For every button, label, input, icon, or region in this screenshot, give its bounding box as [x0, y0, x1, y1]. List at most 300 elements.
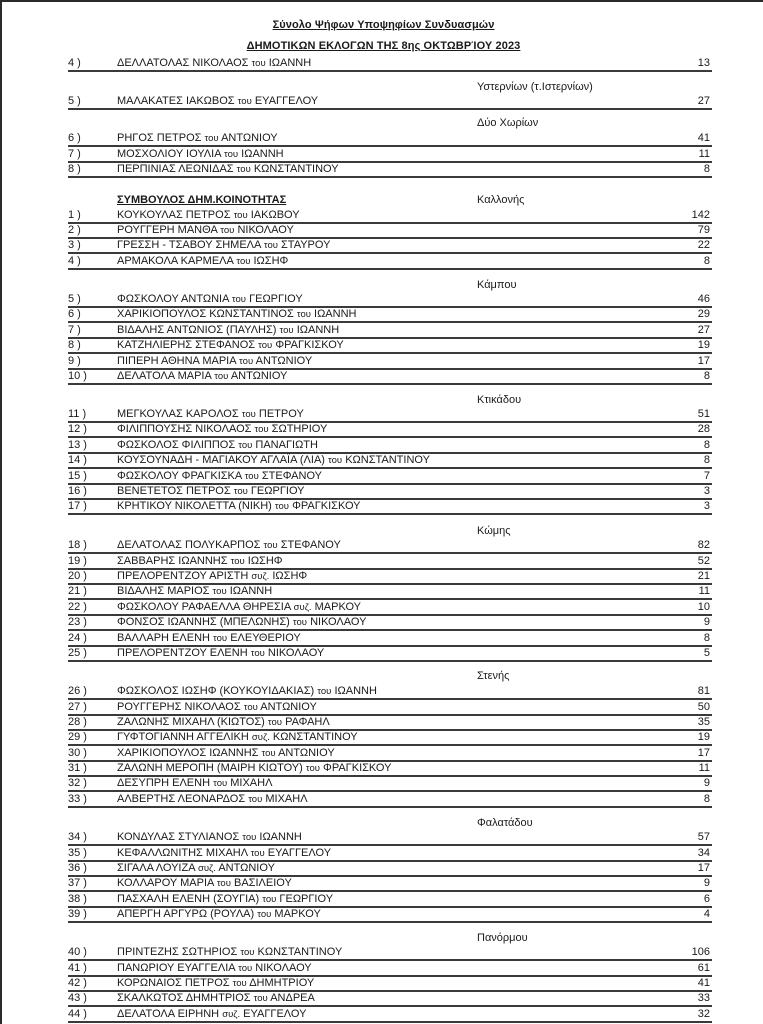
- parent-name: ΕΥΑΓΓΕΛΟΥ: [254, 95, 319, 107]
- vote-count: 8: [703, 793, 710, 805]
- candidate-number: 28 ): [68, 716, 87, 728]
- parent-name: ΑΝΤΩΝΙΟΥ: [221, 132, 278, 144]
- section-header: Στενής: [477, 670, 510, 682]
- candidate-row: [68, 354, 712, 370]
- candidate-number: 32 ): [68, 777, 87, 789]
- vote-count: 6: [703, 893, 710, 905]
- candidate-name: [117, 646, 324, 661]
- vote-count: 8: [703, 163, 710, 175]
- parent-name: ΙΩΑΝΝΗ: [314, 308, 357, 320]
- parent-name: ΙΩΑΝΝΗ: [241, 148, 284, 160]
- candidate-name: [117, 830, 302, 845]
- candidate-surname-firstname: ΒΕΝΕΤΕΤΟΣ ΠΕΤΡΟΣ: [117, 485, 231, 497]
- candidate-number: 36 ): [68, 862, 87, 874]
- parent-name: ΑΝΔΡΕΑ: [270, 992, 315, 1004]
- candidate-name: [117, 469, 322, 484]
- parent-name: ΦΡΑΓΚΙΣΚΟΥ: [292, 500, 361, 512]
- vote-count: 41: [697, 977, 710, 989]
- relation-label: του: [254, 424, 269, 435]
- vote-count: 3: [703, 485, 710, 497]
- candidate-row: [68, 94, 712, 110]
- candidate-surname-firstname: ΡΟΥΓΓΕΡΗΣ ΝΙΚΟΛΑΟΣ: [117, 701, 241, 713]
- candidate-name: [117, 338, 344, 353]
- candidate-row: [68, 600, 712, 616]
- candidate-name: [117, 976, 314, 991]
- vote-count: 29: [697, 308, 710, 320]
- candidate-name: [117, 307, 356, 322]
- vote-count: 9: [703, 616, 710, 628]
- relation-label: του: [317, 686, 332, 697]
- candidate-row: [68, 369, 712, 385]
- candidate-row: [68, 323, 712, 339]
- vote-count: 106: [691, 946, 710, 958]
- candidate-number: 22 ): [68, 601, 87, 613]
- candidate-row: [68, 238, 712, 254]
- candidate-number: 1 ): [68, 209, 81, 221]
- relation-label: του: [261, 748, 276, 759]
- candidate-name: [117, 907, 321, 922]
- relation-label: συζ.: [293, 602, 312, 613]
- candidate-surname-firstname: ΧΑΡΙΚΙΟΠΟΥΛΟΣ ΙΩΑΝΝΗΣ: [117, 747, 259, 759]
- parent-name: ΙΑΚΩΒΟΥ: [250, 209, 300, 221]
- candidate-name: [117, 631, 301, 646]
- vote-count: 5: [703, 647, 710, 659]
- section-header: Κτικάδου: [477, 394, 522, 406]
- candidate-row: [68, 761, 712, 777]
- section-header: Υστερνίων (τ.Ιστερνίων): [477, 81, 593, 93]
- candidate-surname-firstname: ΠΑΝΩΡΙΟΥ ΕΥΑΓΓΕΛΙΑ: [117, 962, 236, 974]
- vote-count: 50: [697, 701, 710, 713]
- candidate-surname-firstname: ΡΟΥΓΓΕΡΗ ΜΑΝΘΑ: [117, 224, 218, 236]
- relation-label: του: [267, 717, 282, 728]
- candidate-row: [68, 208, 712, 224]
- candidate-surname-firstname: ΚΟΛΛΑΡΟΥ ΜΑΡΙΑ: [117, 877, 214, 889]
- vote-count: 9: [703, 777, 710, 789]
- candidate-name: [117, 94, 318, 109]
- candidate-surname-firstname: ΒΙΔΑΛΗΣ ΑΝΤΩΝΙΟΣ (ΠΑΥΛΗΣ): [117, 324, 277, 336]
- vote-count: 8: [703, 454, 710, 466]
- parent-name: ΦΡΑΓΚΙΣΚΟΥ: [275, 339, 344, 351]
- relation-label: του: [238, 440, 253, 451]
- candidate-name: [117, 147, 284, 162]
- candidate-number: 3 ): [68, 239, 81, 251]
- parent-name: ΚΩΝΣΤΑΝΤΙΝΟΥ: [257, 946, 343, 958]
- candidate-surname-firstname: ΑΛΒΕΡΤΗΣ ΛΕΟΝΑΡΔΟΣ: [117, 793, 246, 805]
- section-header: Φαλατάδου: [477, 817, 533, 829]
- parent-name: ΕΥΑΓΓΕΛΟΥ: [243, 1008, 307, 1020]
- parent-name: ΒΑΣΙΛΕΙΟΥ: [233, 877, 292, 889]
- relation-label: του: [257, 909, 272, 920]
- candidate-number: 29 ): [68, 731, 87, 743]
- vote-count: 17: [697, 862, 710, 874]
- vote-count: 4: [703, 908, 710, 920]
- relation-label: του: [263, 540, 278, 551]
- candidate-surname-firstname: ΖΑΛΩΝΗΣ ΜΙΧΑΗΛ (ΚΙΩΤΟΣ): [117, 716, 265, 728]
- candidate-surname-firstname: ΠΡΙΝΤΕΖΗΣ ΣΩΤΗΡΙΟΣ: [117, 946, 238, 958]
- candidate-name: [117, 499, 361, 514]
- candidate-row: [68, 147, 712, 163]
- candidate-number: 8 ): [68, 339, 81, 351]
- candidate-surname-firstname: ΚΟΡΩΝΑΙΟΣ ΠΕΤΡΟΣ: [117, 977, 230, 989]
- vote-count: 11: [698, 585, 710, 597]
- parent-name: ΠΕΤΡΟΥ: [258, 408, 304, 420]
- candidate-row: [68, 700, 712, 716]
- candidate-number: 16 ): [68, 485, 87, 497]
- vote-count: 142: [691, 209, 710, 221]
- parent-name: ΕΥΑΓΓΕΛΟΥ: [267, 847, 332, 859]
- vote-count: 34: [697, 847, 710, 859]
- parent-name: ΣΤΕΦΑΝΟΥ: [261, 470, 322, 482]
- candidate-number: 18 ): [68, 539, 87, 551]
- relation-label: του: [236, 164, 251, 175]
- candidate-name: [117, 323, 339, 338]
- candidate-row: [68, 254, 712, 270]
- relation-label: του: [250, 648, 265, 659]
- relation-label: του: [279, 325, 294, 336]
- parent-name: ΚΩΝΣΤΑΝΤΙΝΟΥ: [272, 731, 358, 743]
- candidate-name: [117, 484, 304, 499]
- parent-name: ΝΙΚΟΛΑΟΥ: [267, 647, 325, 659]
- relation-label: του: [220, 225, 235, 236]
- parent-name: ΑΝΤΩΝΙΟΥ: [230, 370, 288, 382]
- relation-label: του: [212, 586, 227, 597]
- candidate-row: [68, 907, 712, 923]
- vote-count: 8: [703, 370, 710, 382]
- vote-count: 27: [697, 324, 710, 336]
- relation-label: του: [237, 96, 252, 107]
- candidate-surname-firstname: ΧΑΡΙΚΙΟΠΟΥΛΟΣ ΚΩΝΣΤΑΝΤΙΝΟΣ: [117, 308, 294, 320]
- candidate-surname-firstname: ΠΡΕΛΟΡΕΝΤΖΟΥ ΑΡΙΣΤΗ: [117, 570, 249, 582]
- relation-label: του: [262, 894, 277, 905]
- vote-count: 52: [697, 555, 710, 567]
- relation-label: του: [214, 371, 229, 382]
- parent-name: ΔΗΜΗΤΡΙΟΥ: [249, 977, 315, 989]
- candidate-number: 37 ): [68, 877, 87, 889]
- parent-name: ΙΩΑΝΝΗ: [259, 831, 302, 843]
- candidate-surname-firstname: ΠΕΡΠΙΝΙΑΣ ΛΕΩΝΙΔΑΣ: [117, 163, 234, 175]
- relation-label: του: [241, 409, 256, 420]
- candidate-row: [68, 1007, 712, 1023]
- vote-count: 61: [697, 962, 710, 974]
- candidate-surname-firstname: ΦΩΣΚΟΛΟΥ ΑΝΤΩΝΙΑ: [117, 293, 229, 305]
- candidate-surname-firstname: ΔΕΛΑΤΟΛΑΣ ΠΟΛΥΚΑΡΠΟΣ: [117, 539, 261, 551]
- candidate-number: 8 ): [68, 163, 81, 175]
- relation-label: συζ.: [251, 571, 270, 582]
- candidate-row: [68, 438, 712, 454]
- candidate-number: 10 ): [68, 370, 87, 382]
- vote-count: 21: [697, 570, 710, 582]
- relation-label: του: [238, 963, 253, 974]
- candidate-name: [117, 792, 308, 807]
- candidate-surname-firstname: ΚΡΗΤΙΚΟΥ ΝΙΚΟΛΕΤΤΑ (ΝΙΚΗ): [117, 500, 272, 512]
- candidate-surname-firstname: ΔΕΣΥΠΡΗ ΕΛΕΝΗ: [117, 777, 211, 789]
- parent-name: ΓΕΩΡΓΙΟΥ: [250, 485, 305, 497]
- candidate-row: [68, 292, 712, 308]
- candidate-name: [117, 569, 307, 584]
- candidate-number: 5 ): [68, 293, 81, 305]
- candidate-name: [117, 945, 342, 960]
- candidate-surname-firstname: ΚΟΥΚΟΥΛΑΣ ΠΕΤΡΟΣ: [117, 209, 231, 221]
- candidate-surname-firstname: ΜΑΛΑΚΑΤΕΣ ΙΑΚΩΒΟΣ: [117, 95, 235, 107]
- relation-label: του: [248, 794, 263, 805]
- candidate-number: 31 ): [68, 762, 87, 774]
- candidate-number: 4 ): [68, 255, 81, 267]
- parent-name: ΙΩΣΗΦ: [272, 570, 308, 582]
- vote-count: 46: [697, 293, 710, 305]
- candidate-surname-firstname: ΖΑΛΩΝΗ ΜΕΡΟΠΗ (ΜΑΙΡΗ ΚΙΩΤΟΥ): [117, 762, 303, 774]
- relation-label: του: [274, 501, 290, 512]
- parent-name: ΙΩΣΗΦ: [253, 255, 289, 267]
- parent-name: ΝΙΚΟΛΑΟΥ: [237, 224, 294, 236]
- parent-name: ΣΤΑΥΡΟΥ: [281, 239, 331, 251]
- candidate-number: 19 ): [68, 555, 87, 567]
- parent-name: ΑΝΤΩΝΙΟΥ: [260, 701, 317, 713]
- relation-label: του: [292, 617, 307, 628]
- candidate-name: [117, 861, 275, 876]
- relation-label: του: [216, 878, 231, 889]
- parent-name: ΣΤΕΦΑΝΟΥ: [280, 539, 341, 551]
- candidate-number: 39 ): [68, 908, 87, 920]
- candidate-surname-firstname: ΠΡΕΛΟΡΕΝΤΖΟΥ ΕΛΕΝΗ: [117, 647, 248, 659]
- parent-name: ΑΝΤΩΝΙΟΥ: [255, 355, 313, 367]
- candidate-row: [68, 469, 712, 485]
- candidate-row: [68, 631, 712, 647]
- candidate-number: 40 ): [68, 946, 87, 958]
- candidate-name: [117, 292, 303, 307]
- parent-name: ΙΩΑΝΝΗ: [334, 685, 377, 697]
- vote-count: 13: [697, 57, 710, 69]
- parent-name: ΙΩΑΝΝΗ: [268, 57, 312, 69]
- parent-name: ΣΩΤΗΡΙΟΥ: [271, 423, 328, 435]
- candidate-name: [117, 1007, 306, 1022]
- relation-label: του: [232, 978, 247, 989]
- relation-label: συζ.: [198, 863, 216, 874]
- vote-count: 19: [697, 339, 710, 351]
- candidate-name: [117, 700, 317, 715]
- candidate-name: [117, 600, 361, 615]
- candidate-name: [117, 538, 341, 553]
- candidate-row: [68, 684, 712, 700]
- candidate-name: [117, 730, 358, 745]
- vote-count: 10: [697, 601, 710, 613]
- candidate-row: [68, 499, 712, 515]
- candidate-row: [68, 861, 712, 877]
- relation-label: του: [250, 848, 265, 859]
- relation-label: του: [233, 486, 248, 497]
- candidate-name: [117, 354, 312, 369]
- parent-name: ΑΝΤΩΝΙΟΥ: [218, 862, 275, 874]
- section-header: Κάμπου: [477, 279, 517, 291]
- candidate-surname-firstname: ΜΕΓΚΟΥΛΑΣ ΚΑΡΟΛΟΣ: [117, 408, 239, 420]
- section-header: Καλλονής: [477, 194, 525, 206]
- candidate-number: 27 ): [68, 701, 87, 713]
- candidate-surname-firstname: ΦΩΣΚΟΛΟΣ ΦΙΛΙΠΠΟΣ: [117, 439, 236, 451]
- candidate-row: [68, 307, 712, 323]
- parent-name: ΜΙΧΑΗΛ: [230, 777, 273, 789]
- candidate-name: [117, 615, 366, 630]
- parent-name: ΜΑΡΚΟΥ: [314, 601, 361, 613]
- document-subtitle: ΔΗΜΟΤΙΚΩΝ ΕΚΛΟΓΩΝ ΤΗΣ 8ης ΟΚΤΩΒΡΊΟΥ 2023: [246, 40, 521, 52]
- vote-count: 28: [697, 423, 710, 435]
- vote-count: 79: [697, 224, 710, 236]
- candidate-name: [117, 208, 300, 223]
- candidate-name: [117, 422, 327, 437]
- vote-count: 27: [697, 95, 710, 107]
- candidate-surname-firstname: ΦΩΣΚΟΛΟΥ ΡΑΦΑΕΛΛΑ ΘΗΡΕΣΙΑ: [117, 601, 291, 613]
- vote-count: 35: [697, 716, 710, 728]
- candidate-name: [117, 684, 377, 699]
- candidate-surname-firstname: ΡΗΓΟΣ ΠΕΤΡΟΣ: [117, 132, 202, 144]
- candidate-number: 20 ): [68, 570, 87, 582]
- council-label: ΣΥΜΒΟΥΛΟΣ ΔΗΜ.ΚΟΙΝΟΤΗΤΑΣ: [117, 194, 287, 206]
- candidate-row: [68, 569, 712, 585]
- parent-name: ΙΩΑΝΝΗ: [296, 324, 340, 336]
- candidate-row: [68, 961, 712, 977]
- candidate-number: 6 ): [68, 308, 81, 320]
- candidate-surname-firstname: ΦΩΣΚΟΛΟΥ ΦΡΑΓΚΙΣΚΑ: [117, 470, 242, 482]
- vote-count: 8: [703, 632, 710, 644]
- candidate-number: 25 ): [68, 647, 87, 659]
- vote-count: 8: [703, 255, 710, 267]
- relation-label: του: [239, 356, 254, 367]
- relation-label: του: [236, 256, 251, 267]
- candidate-number: 24 ): [68, 632, 87, 644]
- vote-count: 17: [697, 355, 710, 367]
- candidate-row: [68, 991, 712, 1007]
- candidate-row: [68, 846, 712, 862]
- relation-label: του: [328, 455, 343, 466]
- section-header: Κώμης: [477, 525, 511, 537]
- candidate-number: 38 ): [68, 893, 87, 905]
- candidate-number: 15 ): [68, 470, 87, 482]
- relation-label: του: [240, 947, 255, 958]
- candidate-row: [68, 892, 712, 908]
- candidate-row: [68, 615, 712, 631]
- candidate-name: [117, 584, 272, 599]
- vote-count: 11: [698, 762, 710, 774]
- relation-label: του: [231, 294, 246, 305]
- vote-count: 51: [697, 408, 710, 420]
- candidate-surname-firstname: ΣΚΑΛΚΩΤΟΣ ΔΗΜΗΤΡΙΟΣ: [117, 992, 251, 1004]
- relation-label: του: [263, 240, 278, 251]
- parent-name: ΚΩΝΣΤΑΝΤΙΝΟΥ: [345, 454, 430, 466]
- vote-count: 3: [703, 500, 710, 512]
- candidate-name: [117, 407, 304, 422]
- candidate-surname-firstname: ΒΑΛΛΑΡΗ ΕΛΕΝΗ: [117, 632, 210, 644]
- candidate-number: 2 ): [68, 224, 81, 236]
- relation-label: του: [243, 702, 258, 713]
- parent-name: ΙΩΣΗΦ: [247, 555, 283, 567]
- candidate-name: [117, 131, 278, 146]
- candidate-surname-firstname: ΣΑΒΒΑΡΗΣ ΙΩΑΝΝΗΣ: [117, 555, 228, 567]
- parent-name: ΝΙΚΟΛΑΟΥ: [310, 616, 367, 628]
- candidate-surname-firstname: ΣΙΓΑΛΑ ΛΟΥΙΖΑ: [117, 862, 195, 874]
- candidate-name: [117, 876, 292, 891]
- relation-label: του: [242, 832, 257, 843]
- vote-count: 41: [697, 132, 710, 144]
- relation-label: του: [244, 471, 259, 482]
- document-title: Σύνολο Ψήφων Υποψηφίων Συνδυασμών: [272, 19, 495, 31]
- relation-label: του: [296, 309, 311, 320]
- relation-label: του: [258, 340, 273, 351]
- relation-label: του: [213, 778, 228, 789]
- candidate-row: [68, 484, 712, 500]
- relation-label: του: [305, 763, 320, 774]
- candidate-surname-firstname: ΔΕΛΑΤΟΛΑ ΜΑΡΙΑ: [117, 370, 212, 382]
- candidate-surname-firstname: ΒΙΔΑΛΗΣ ΜΑΡΙΟΣ: [117, 585, 210, 597]
- candidate-name: [117, 554, 283, 569]
- candidate-row: [68, 830, 712, 846]
- parent-name: ΜΙΧΑΗΛ: [265, 793, 308, 805]
- candidate-number: 12 ): [68, 423, 87, 435]
- candidate-number: 26 ): [68, 685, 87, 697]
- candidate-surname-firstname: ΦΙΛΙΠΠΟΥΣΗΣ ΝΙΚΟΛΑΟΣ: [117, 423, 252, 435]
- candidate-surname-firstname: ΦΩΣΚΟΛΟΣ ΙΩΣΗΦ (ΚΟΥΚΟΥΙΔΑΚΙΑΣ): [117, 685, 315, 697]
- candidate-surname-firstname: ΔΕΛΛΑΤΟΛΑΣ ΝΙΚΟΛΑΟΣ: [117, 57, 249, 69]
- vote-count: 22: [697, 239, 710, 251]
- candidate-number: 4 ): [68, 57, 81, 69]
- vote-count: 32: [697, 1008, 710, 1020]
- candidate-name: [117, 776, 272, 791]
- candidate-row: [68, 584, 712, 600]
- relation-label: του: [204, 133, 219, 144]
- vote-count: 81: [697, 685, 710, 697]
- vote-count: 8: [703, 439, 710, 451]
- candidate-name: [117, 746, 335, 761]
- parent-name: ΦΡΑΓΚΙΣΚΟΥ: [323, 762, 392, 774]
- parent-name: ΚΩΝΣΤΑΝΤΙΝΟΥ: [253, 163, 339, 175]
- candidate-number: 30 ): [68, 747, 87, 759]
- vote-count: 11: [698, 148, 710, 160]
- vote-count: 19: [697, 731, 710, 743]
- candidate-number: 33 ): [68, 793, 87, 805]
- parent-name: ΜΑΡΚΟΥ: [274, 908, 321, 920]
- section-header: Πανόρμου: [477, 932, 528, 944]
- candidate-row: [68, 746, 712, 762]
- candidate-surname-firstname: ΓΥΦΤΟΓΙΑΝΝΗ ΑΓΓΕΛΙΚΗ: [117, 731, 249, 743]
- candidate-name: [117, 892, 333, 907]
- parent-name: ΓΕΩΡΓΙΟΥ: [249, 293, 303, 305]
- vote-count: 7: [703, 470, 710, 482]
- parent-name: ΓΕΩΡΓΙΟΥ: [279, 893, 334, 905]
- candidate-row: [68, 646, 712, 662]
- candidate-number: 23 ): [68, 616, 87, 628]
- candidate-row: [68, 792, 712, 808]
- candidate-surname-firstname: ΚΕΦΑΛΛΩΝΙΤΗΣ ΜΙΧΑΗΛ: [117, 847, 248, 859]
- candidate-number: 11 ): [68, 408, 87, 420]
- candidate-name: [117, 846, 331, 861]
- candidate-surname-firstname: ΜΟΣΧΟΛΙΟΥ ΙΟΥΛΙΑ: [117, 148, 221, 160]
- candidate-row: [68, 945, 712, 961]
- parent-name: ΕΛΕΥΘΕΡΙΟΥ: [230, 632, 301, 644]
- candidate-surname-firstname: ΚΑΤΖΗΛΙΕΡΗΣ ΣΤΕΦΑΝΟΣ: [117, 339, 256, 351]
- candidate-number: 43 ): [68, 992, 87, 1004]
- candidate-name: [117, 991, 315, 1006]
- candidate-row: [68, 715, 712, 731]
- candidate-row: [68, 453, 712, 469]
- candidate-number: 9 ): [68, 355, 81, 367]
- candidate-name: [117, 453, 430, 468]
- candidate-number: 34 ): [68, 831, 87, 843]
- candidate-name: [117, 162, 339, 177]
- candidate-row: [68, 422, 712, 438]
- candidate-row: [68, 776, 712, 792]
- relation-label: του: [213, 633, 228, 644]
- parent-name: ΠΑΝΑΓΙΩΤΗ: [255, 439, 318, 451]
- candidate-number: 14 ): [68, 454, 87, 466]
- candidate-surname-firstname: ΠΑΣΧΑΛΗ ΕΛΕΝΗ (ΣΟΥΓΙΑ): [117, 893, 260, 905]
- candidate-row: [68, 407, 712, 423]
